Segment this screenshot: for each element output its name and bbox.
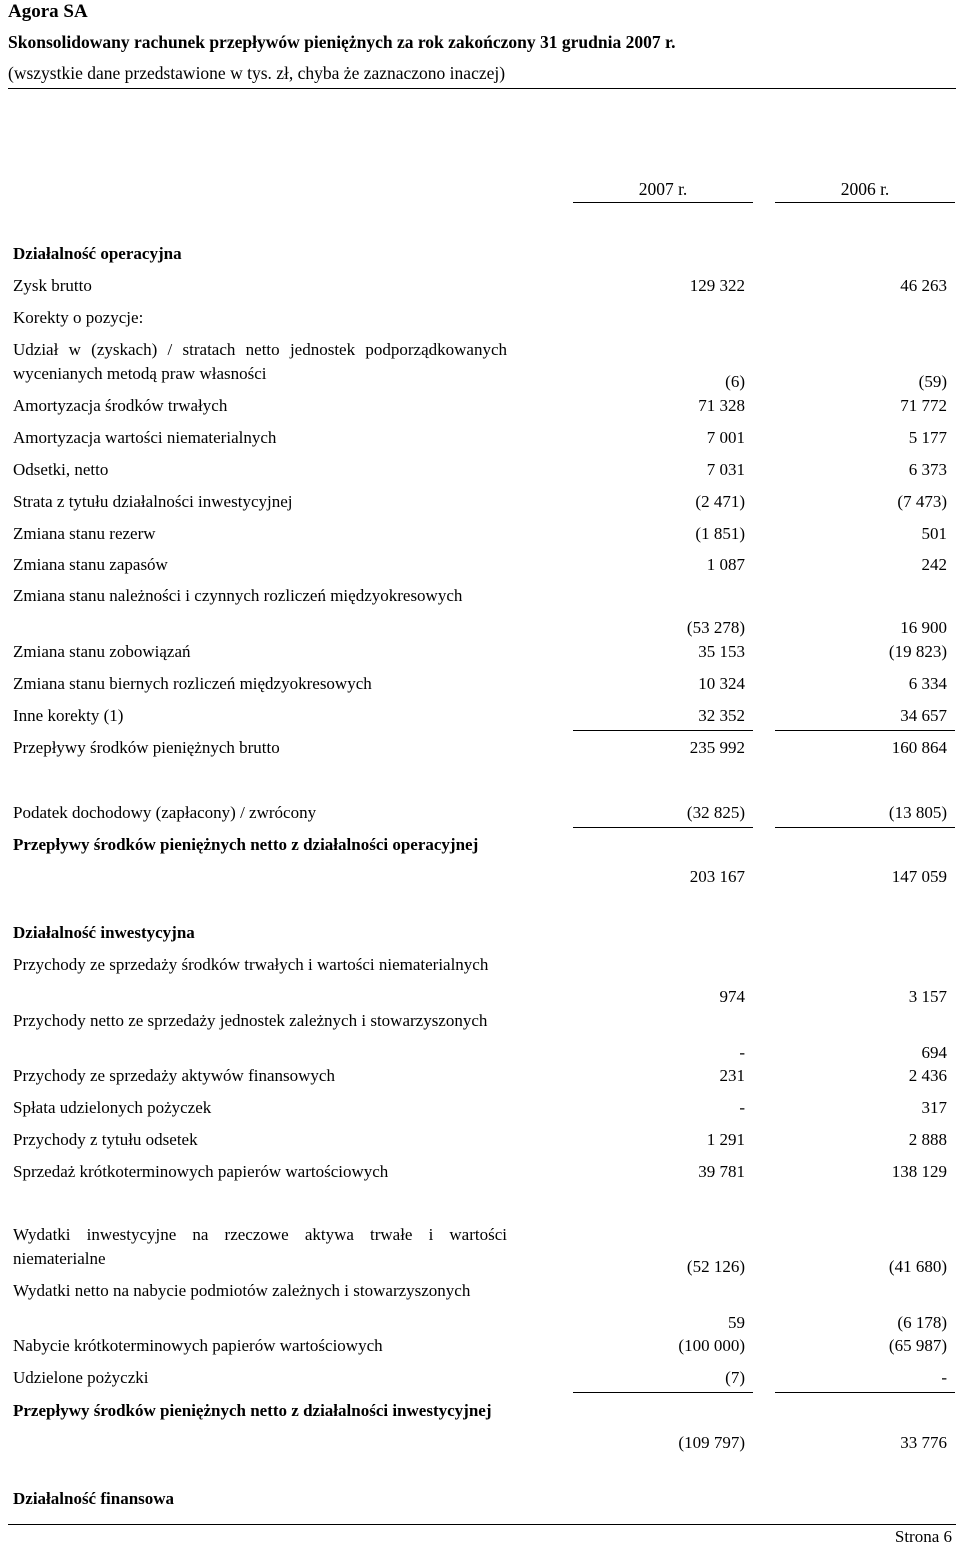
value-2006: 6 373 bbox=[908, 460, 947, 479]
row-label: Przychody z tytułu odsetek bbox=[13, 1130, 198, 1149]
value-2006: 46 263 bbox=[900, 276, 947, 295]
table-row bbox=[0, 1009, 960, 1062]
value-2006: 2 888 bbox=[908, 1130, 947, 1149]
table-row bbox=[0, 704, 960, 728]
table-row bbox=[0, 736, 960, 760]
table-row bbox=[0, 490, 960, 514]
row-label: Zmiana stanu biernych rozliczeń międzyokresowych bbox=[13, 674, 372, 693]
section-row bbox=[0, 1487, 960, 1511]
value-2007: (53 278) bbox=[686, 618, 745, 637]
table-row bbox=[0, 640, 960, 664]
table-row bbox=[0, 1366, 960, 1390]
value-2006: 3 157 bbox=[908, 987, 947, 1006]
row-label: Amortyzacja środków trwałych bbox=[13, 396, 228, 415]
value-2007: 235 992 bbox=[689, 738, 745, 757]
header-divider bbox=[8, 88, 956, 89]
value-2007: 39 781 bbox=[698, 1162, 745, 1181]
row-label: Inne korekty (1) bbox=[13, 706, 124, 725]
section-row bbox=[0, 1399, 960, 1452]
row-label: Zmiana stanu zapasów bbox=[13, 555, 168, 574]
table-row bbox=[0, 274, 960, 298]
table-row bbox=[0, 553, 960, 577]
value-2007: 71 328 bbox=[698, 396, 745, 415]
row-label: Działalność operacyjna bbox=[13, 244, 182, 263]
table-row bbox=[0, 522, 960, 546]
value-2006: 71 772 bbox=[900, 396, 947, 415]
value-2006: - bbox=[941, 1368, 947, 1387]
table-row bbox=[0, 953, 960, 1006]
value-2006: 6 334 bbox=[908, 674, 947, 693]
row-label: Przychody ze sprzedaży środków trwałych i wartości niematerialnych bbox=[13, 955, 489, 974]
value-2007: 32 352 bbox=[698, 706, 745, 725]
value-2006: (41 680) bbox=[888, 1257, 947, 1276]
row-label: Przepływy środków pieniężnych netto z działalności operacyjnej bbox=[13, 835, 479, 854]
table-row bbox=[0, 1279, 960, 1332]
value-2007: 974 bbox=[719, 987, 745, 1006]
value-2007: 231 bbox=[719, 1066, 745, 1085]
subtotal-rule bbox=[775, 827, 955, 828]
value-2007: (6) bbox=[725, 372, 745, 391]
row-label: Sprzedaż krótkoterminowych papierów wartościowych bbox=[13, 1162, 389, 1181]
column-header-2007: 2007 r. bbox=[573, 176, 753, 203]
table-row bbox=[0, 584, 960, 637]
report-subtitle: (wszystkie dane przedstawione w tys. zł, chyba że zaznaczono inaczej) bbox=[8, 63, 506, 83]
row-label: Przychody netto ze sprzedaży jednostek zależnych i stowarzyszonych bbox=[13, 1011, 488, 1030]
value-2007: 35 153 bbox=[698, 642, 745, 661]
row-label: Nabycie krótkoterminowych papierów wartościowych bbox=[13, 1336, 383, 1355]
report-header bbox=[8, 0, 958, 84]
row-label: Przepływy środków pieniężnych brutto bbox=[13, 738, 280, 757]
table-row bbox=[0, 1096, 960, 1120]
subtotal-rule bbox=[775, 730, 955, 731]
value-2007: (2 471) bbox=[695, 492, 745, 511]
table-row bbox=[0, 672, 960, 696]
row-label: Udzielone pożyczki bbox=[13, 1368, 149, 1387]
value-2006: 147 059 bbox=[891, 867, 947, 886]
row-label: Amortyzacja wartości niematerialnych bbox=[13, 428, 277, 447]
row-label: Działalność inwestycyjna bbox=[13, 923, 195, 942]
value-2006: 33 776 bbox=[900, 1433, 947, 1452]
row-label: Udział w (zyskach) / stratach netto jednostek podporządkowanych wycenianych metodą praw własności bbox=[13, 340, 507, 383]
section-row bbox=[0, 921, 960, 945]
row-label: Korekty o pozycje: bbox=[13, 308, 144, 327]
table-row bbox=[0, 1064, 960, 1088]
row-label: Działalność finansowa bbox=[13, 1489, 175, 1508]
value-2007: (32 825) bbox=[686, 803, 745, 822]
table-row bbox=[0, 1334, 960, 1358]
row-label: Wydatki netto na nabycie podmiotów zależnych i stowarzyszonych bbox=[13, 1281, 471, 1300]
table-row bbox=[0, 338, 960, 391]
subtotal-rule bbox=[573, 730, 753, 731]
value-2006: (6 178) bbox=[897, 1313, 947, 1332]
value-2007: (7) bbox=[725, 1368, 745, 1387]
value-2007: (109 797) bbox=[678, 1433, 745, 1452]
table-row bbox=[0, 426, 960, 450]
row-label: Wydatki inwestycyjne na rzeczowe aktywa trwałe i wartości niematerialne bbox=[13, 1225, 507, 1268]
report-title: Skonsolidowany rachunek przepływów pieniężnych za rok zakończony 31 grudnia 2007 r. bbox=[8, 32, 676, 52]
value-2006: 5 177 bbox=[908, 428, 947, 447]
value-2006: 317 bbox=[921, 1098, 947, 1117]
value-2006: 160 864 bbox=[891, 738, 947, 757]
footer-divider bbox=[8, 1524, 956, 1525]
value-2006: (13 805) bbox=[888, 803, 947, 822]
row-label: Zmiana stanu rezerw bbox=[13, 524, 156, 543]
value-2007: (1 851) bbox=[695, 524, 745, 543]
row-label: Odsetki, netto bbox=[13, 460, 109, 479]
row-label: Zmiana stanu zobowiązań bbox=[13, 642, 191, 661]
value-2006: 242 bbox=[921, 555, 947, 574]
value-2006: 501 bbox=[921, 524, 947, 543]
section-row bbox=[0, 833, 960, 886]
company-name: Agora SA bbox=[8, 1, 88, 22]
value-2007: 59 bbox=[728, 1313, 745, 1332]
value-2007: - bbox=[739, 1043, 745, 1062]
table-row bbox=[0, 801, 960, 825]
row-label: Zysk brutto bbox=[13, 276, 92, 295]
value-2006: (7 473) bbox=[897, 492, 947, 511]
row-label: Przepływy środków pieniężnych netto z działalności inwestycyjnej bbox=[13, 1401, 492, 1420]
value-2006: (65 987) bbox=[888, 1336, 947, 1355]
column-header-2006: 2006 r. bbox=[775, 176, 955, 203]
value-2006: 16 900 bbox=[900, 618, 947, 637]
value-2006: 138 129 bbox=[891, 1162, 947, 1181]
section-row bbox=[0, 242, 960, 266]
value-2007: 7 001 bbox=[706, 428, 745, 447]
value-2007: 203 167 bbox=[689, 867, 745, 886]
table-row bbox=[0, 1223, 960, 1276]
value-2007: - bbox=[739, 1098, 745, 1117]
table-row bbox=[0, 394, 960, 418]
row-label: Strata z tytułu działalności inwestycyjnej bbox=[13, 492, 293, 511]
table-row bbox=[0, 1128, 960, 1152]
row-label: Spłata udzielonych pożyczek bbox=[13, 1098, 212, 1117]
row-label: Przychody ze sprzedaży aktywów finansowych bbox=[13, 1066, 335, 1085]
table-row bbox=[0, 306, 960, 330]
subtotal-rule bbox=[775, 1392, 955, 1393]
value-2007: (52 126) bbox=[686, 1257, 745, 1276]
table-row bbox=[0, 458, 960, 482]
row-label: Podatek dochodowy (zapłacony) / zwrócony bbox=[13, 803, 317, 822]
value-2006: 34 657 bbox=[900, 706, 947, 725]
table-row bbox=[0, 1160, 960, 1184]
value-2006: 694 bbox=[921, 1043, 947, 1062]
value-2006: 2 436 bbox=[908, 1066, 947, 1085]
value-2007: 1 087 bbox=[706, 555, 745, 574]
subtotal-rule bbox=[573, 827, 753, 828]
value-2007: 129 322 bbox=[689, 276, 745, 295]
subtotal-rule bbox=[573, 1392, 753, 1393]
value-2006: (19 823) bbox=[888, 642, 947, 661]
value-2006: (59) bbox=[918, 372, 947, 391]
page-number: Strona 6 bbox=[894, 1527, 952, 1546]
value-2007: 10 324 bbox=[698, 674, 745, 693]
value-2007: 1 291 bbox=[706, 1130, 745, 1149]
value-2007: 7 031 bbox=[706, 460, 745, 479]
row-label: Zmiana stanu należności i czynnych rozliczeń międzyokresowych bbox=[13, 586, 463, 605]
value-2007: (100 000) bbox=[678, 1336, 745, 1355]
